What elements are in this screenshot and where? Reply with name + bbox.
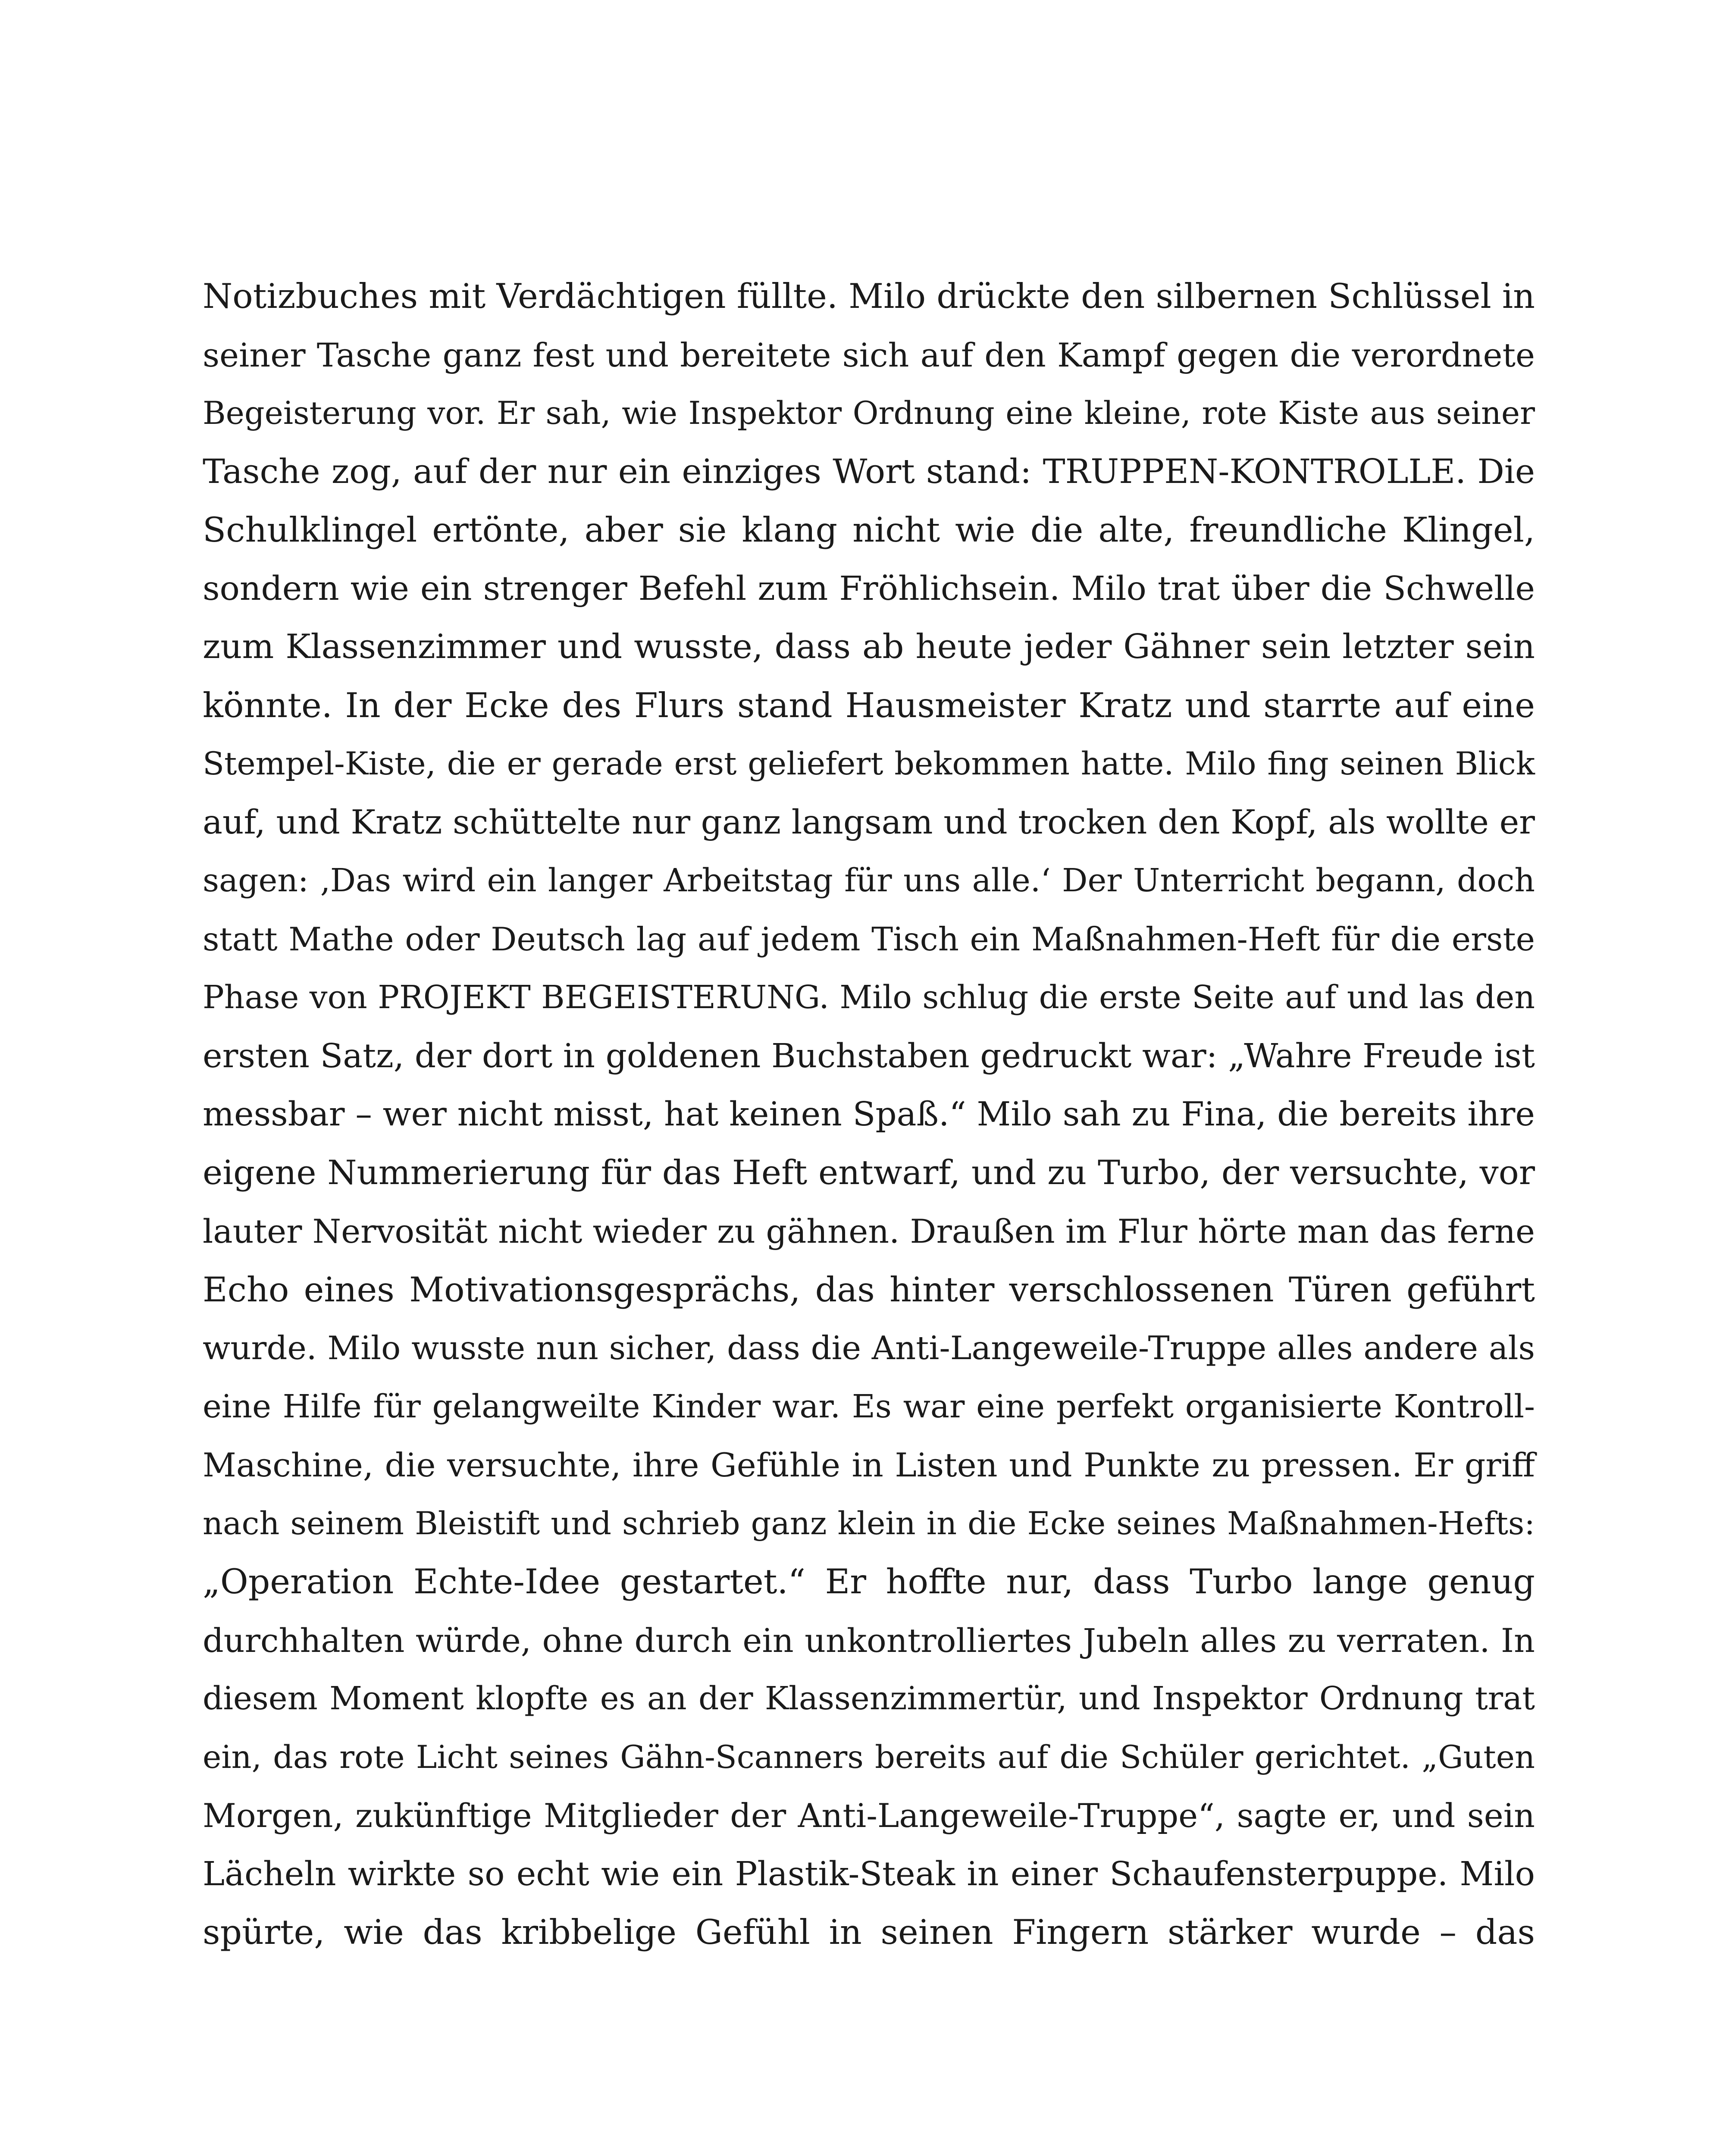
text-line-29: spürte, wie das kribbelige Gefühl in seinen Fingern stärker wurde – das bbox=[203, 1912, 1535, 1952]
text-line-24: durchhalten würde, ohne durch ein unkontrolliertes Jubeln alles zu verraten. In bbox=[203, 1621, 1535, 1660]
text-line-19: wurde. Milo wusste nun sicher, dass die Anti-Langeweile-Truppe alles andere als bbox=[203, 1329, 1535, 1367]
text-line-27: Morgen, zukünftige Mitglieder der Anti-Langeweile-Truppe“, sagte er, und sein bbox=[203, 1796, 1535, 1835]
text-line-8: könnte. In der Ecke des Flurs stand Hausmeister Kratz und starrte auf eine bbox=[203, 685, 1535, 725]
text-line-26: ein, das rote Licht seines Gähn-Scanners bereits auf die Schüler gerichtet. „Guten bbox=[203, 1739, 1535, 1776]
text-line-5: Schulklingel ertönte, aber sie klang nicht wie die alte, freundliche Klingel, bbox=[203, 510, 1535, 550]
text-line-15: messbar – wer nicht misst, hat keinen Spaß.“ Milo sah zu Fina, die bereits ihre bbox=[203, 1095, 1535, 1134]
text-line-17: lauter Nervosität nicht wieder zu gähnen. Draußen im Flur hörte man das ferne bbox=[203, 1212, 1535, 1250]
text-line-4: Tasche zog, auf der nur ein einziges Wort stand: TRUPPEN-KONTROLLE. Die bbox=[203, 452, 1535, 491]
text-line-12: statt Mathe oder Deutsch lag auf jedem Tisch ein Maßnahmen-Heft für die erste bbox=[203, 920, 1535, 958]
text-line-2: seiner Tasche ganz fest und bereitete sich auf den Kampf gegen die verordnete bbox=[203, 335, 1535, 374]
text-line-16: eigene Nummerierung für das Heft entwarf, und zu Turbo, der versuchte, vor bbox=[203, 1153, 1535, 1192]
text-line-9: Stempel-Kiste, die er gerade erst geliefert bekommen hatte. Milo fing seinen Blick bbox=[203, 746, 1535, 782]
text-line-7: zum Klassenzimmer und wusste, dass ab heute jeder Gähner sein letzter sein bbox=[203, 627, 1535, 666]
text-line-20: eine Hilfe für gelangweilte Kinder war. Es war eine perfekt organisierte Kontroll- bbox=[203, 1388, 1535, 1425]
text-line-13: Phase von PROJEKT BEGEISTERUNG. Milo schlug die erste Seite auf und las den bbox=[203, 979, 1535, 1016]
text-line-21: Maschine, die versuchte, ihre Gefühle in Listen und Punkte zu pressen. Er griff bbox=[203, 1446, 1535, 1484]
text-line-22: nach seinem Bleistift und schrieb ganz klein in die Ecke seines Maßnahmen-Hefts: bbox=[203, 1505, 1535, 1542]
text-line-14: ersten Satz, der dort in goldenen Buchstaben gedruckt war: „Wahre Freude ist bbox=[203, 1037, 1535, 1075]
text-line-23: „Operation Echte-Idee gestartet.“ Er hoffte nur, dass Turbo lange genug bbox=[203, 1562, 1535, 1601]
text-line-3: Begeisterung vor. Er sah, wie Inspektor Ordnung eine kleine, rote Kiste aus seiner bbox=[203, 395, 1535, 432]
text-line-11: sagen: ‚Das wird ein langer Arbeitstag für uns alle.‘ Der Unterricht begann, doch bbox=[203, 862, 1535, 899]
text-line-1: Notizbuches mit Verdächtigen füllte. Milo drückte den silbernen Schlüssel in bbox=[203, 276, 1535, 316]
text-line-6: sondern wie ein strenger Befehl zum Fröhlichsein. Milo trat über die Schwelle bbox=[203, 569, 1535, 608]
text-line-25: diesem Moment klopfte es an der Klassenzimmertür, und Inspektor Ordnung trat bbox=[203, 1680, 1535, 1717]
text-line-28: Lächeln wirkte so echt wie ein Plastik-Steak in einer Schaufensterpuppe. Milo bbox=[203, 1855, 1535, 1893]
text-line-10: auf, und Kratz schüttelte nur ganz langsam und trocken den Kopf, als wollte er bbox=[203, 803, 1535, 842]
text-line-18: Echo eines Motivationsgesprächs, das hinter verschlossenen Türen geführt bbox=[203, 1269, 1535, 1310]
body-text bbox=[203, 267, 1535, 1962]
